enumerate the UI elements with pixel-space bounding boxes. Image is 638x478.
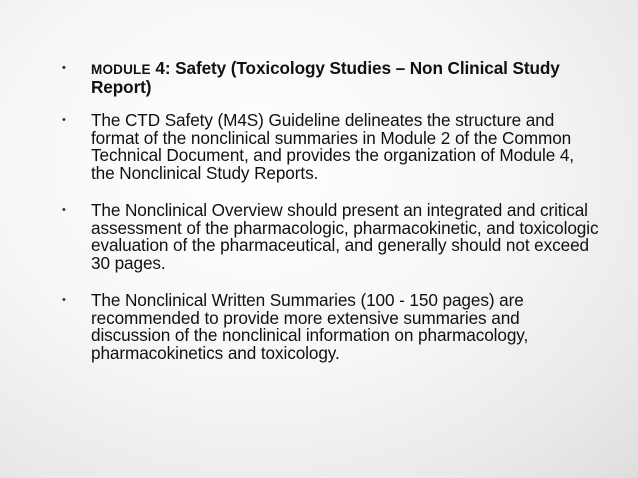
module-title: 4: Safety (Toxicology Studies – Non Clinical Study Report) [91,58,560,97]
bullet-nonclinical-overview [62,202,602,272]
bullet-list [62,60,602,378]
bullet-text: The CTD Safety (M4S) Guideline delineates the structure and format of the nonclinical summaries in Module 2 of the Common Technical Document, and provides the organization of Module 4, the Nonclinical Study Reports. [91,110,574,183]
bullet-ctd-guideline [62,112,602,182]
bullet-dot-icon: • [62,204,66,216]
bullet-text: The Nonclinical Written Summaries (100 - 150 pages) are recommended to provide more extensive summaries and discussion of the nonclinical information on pharmacology, pharmacokinetics and toxicology. [91,290,529,363]
bullet-dot-icon: • [62,294,66,306]
bullet-dot-icon: • [62,62,66,74]
module-label: MODULE [91,62,151,77]
bullet-dot-icon: • [62,114,66,126]
bullet-text: The Nonclinical Overview should present an integrated and critical assessment of the pharmacologic, pharmacokinetic, and toxicologic evaluation of the pharmaceutical, and generally should not exceed 30 pages. [91,200,599,273]
bullet-module-4 [62,60,602,96]
bullet-written-summaries [62,292,602,362]
